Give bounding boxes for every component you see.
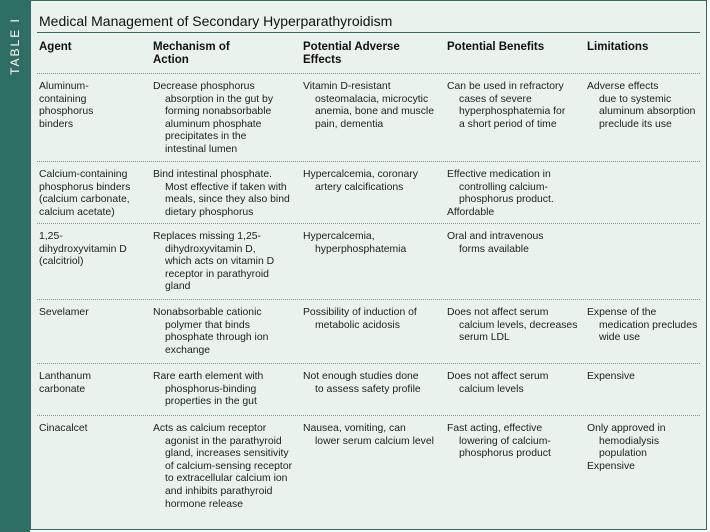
header-limitations bbox=[587, 41, 699, 54]
cell-line: controlling calcium- bbox=[459, 181, 548, 193]
cell-line: Nonabsorbable cationic bbox=[153, 307, 262, 318]
row-divider bbox=[37, 299, 700, 300]
cell-line: calcium levels, decreases bbox=[459, 319, 578, 331]
adverse-effects-cell bbox=[303, 81, 439, 131]
cell-line: (calcium carbonate, bbox=[39, 194, 130, 206]
cell-line: Does not affect serum bbox=[447, 371, 549, 382]
adverse-effects-cell bbox=[303, 169, 439, 194]
cell-line: pain, dementia bbox=[315, 118, 384, 130]
cell-line: polymer that binds bbox=[165, 319, 250, 331]
cell-line: Affordable bbox=[447, 206, 495, 218]
mechanism-cell bbox=[153, 169, 295, 219]
cell-line: medication precludes bbox=[599, 319, 698, 331]
cell-line: Acts as calcium receptor bbox=[153, 423, 267, 434]
cell-line: Most effective if taken with bbox=[165, 181, 287, 193]
agent-cell bbox=[39, 169, 139, 219]
cell-line: artery calcifications bbox=[315, 181, 404, 193]
cell-line: containing bbox=[39, 93, 87, 105]
agent-cell bbox=[39, 423, 139, 436]
agent-cell bbox=[39, 307, 139, 320]
cell-line: osteomalacia, microcytic bbox=[315, 93, 429, 105]
cell-line: forming nonabsorbable bbox=[165, 106, 272, 118]
cell-line: receptor in parathyroid bbox=[165, 268, 269, 280]
cell-line: aluminum phosphate bbox=[165, 118, 262, 130]
cell-line: precipitates in the bbox=[165, 131, 247, 143]
cell-line: Expense of the bbox=[587, 307, 657, 318]
cell-line: exchange bbox=[165, 344, 211, 356]
cell-line: phosphorus-binding bbox=[165, 383, 257, 395]
cell-line: Possibility of induction of bbox=[303, 307, 417, 318]
cell-line: hyperphosphatemia for bbox=[459, 106, 566, 118]
adverse-effects-cell bbox=[303, 307, 439, 332]
benefits-cell bbox=[447, 231, 575, 256]
cell-line: metabolic acidosis bbox=[315, 319, 400, 331]
header-line: Action bbox=[153, 54, 189, 66]
cell-line: Effective medication in bbox=[447, 169, 551, 180]
cell-line: Expensive bbox=[587, 460, 635, 472]
header-mechanism bbox=[153, 41, 295, 67]
cell-line: which acts on vitamin D bbox=[165, 256, 275, 268]
cell-line: carbonate bbox=[39, 383, 86, 395]
cell-line: Calcium-containing bbox=[39, 169, 128, 180]
cell-line: anemia, bone and muscle bbox=[315, 106, 434, 118]
cell-line: phosphorus product. bbox=[459, 194, 554, 206]
benefits-cell bbox=[447, 423, 575, 461]
row-divider bbox=[37, 363, 700, 364]
cell-line: agonist in the parathyroid bbox=[165, 435, 282, 447]
table-panel bbox=[30, 0, 707, 530]
agent-cell bbox=[39, 81, 139, 131]
header-line: Potential Adverse bbox=[303, 41, 400, 53]
cell-line: Vitamin D-resistant bbox=[303, 81, 391, 92]
limitations-cell bbox=[587, 371, 699, 384]
table-title: Medical Management of Secondary Hyperparathyroidism bbox=[39, 13, 393, 29]
cell-line: a short period of time bbox=[459, 118, 557, 130]
cell-line: Expensive bbox=[587, 371, 635, 382]
cell-line: calcium levels bbox=[459, 383, 524, 395]
cell-line: preclude its use bbox=[599, 118, 672, 130]
cell-line: intestinal lumen bbox=[165, 143, 238, 155]
cell-line: dihydroxyvitamin D bbox=[39, 243, 127, 255]
cell-line: Lanthanum bbox=[39, 371, 91, 382]
cell-line: and inhibits parathyroid bbox=[165, 485, 273, 497]
cell-line: Decrease phosphorus bbox=[153, 81, 255, 92]
header-line: Effects bbox=[303, 54, 342, 66]
cell-line: lower serum calcium level bbox=[315, 435, 434, 447]
mechanism-cell bbox=[153, 81, 295, 157]
table-label-tab bbox=[0, 0, 30, 532]
cell-line: of calcium-sensing receptor bbox=[165, 460, 293, 472]
cell-line: hyperphosphatemia bbox=[315, 243, 407, 255]
cell-line: to assess safety profile bbox=[315, 383, 421, 395]
header-line: Limitations bbox=[587, 41, 649, 53]
cell-line: Can be used in refractory bbox=[447, 81, 564, 92]
benefits-cell bbox=[447, 307, 578, 345]
header-line: Agent bbox=[39, 41, 72, 53]
cell-line: phosphate through ion bbox=[165, 332, 269, 344]
title-rule bbox=[37, 32, 700, 33]
cell-line: Hypercalcemia, bbox=[303, 231, 375, 242]
cell-line: 1,25- bbox=[39, 231, 63, 242]
benefits-cell bbox=[447, 81, 575, 131]
adverse-effects-cell bbox=[303, 231, 439, 256]
benefits-cell bbox=[447, 169, 575, 219]
table-label: TABLE I bbox=[8, 17, 22, 75]
cell-line: to extracellular calcium ion bbox=[165, 473, 288, 485]
mechanism-cell bbox=[153, 371, 295, 409]
cell-line: gland, increases sensitivity bbox=[165, 448, 289, 460]
cell-line: dietary phosphorus bbox=[165, 206, 254, 218]
cell-line: gland bbox=[165, 281, 191, 293]
cell-line: wide use bbox=[599, 332, 641, 344]
cell-line: Does not affect serum bbox=[447, 307, 549, 318]
cell-line: binders bbox=[39, 118, 74, 130]
adverse-effects-cell bbox=[303, 423, 439, 448]
row-divider bbox=[37, 73, 700, 74]
cell-line: meals, since they also bind bbox=[165, 194, 290, 206]
cell-line: Rare earth element with bbox=[153, 371, 264, 382]
mechanism-cell bbox=[153, 231, 295, 294]
adverse-effects-cell bbox=[303, 371, 439, 396]
cell-line: phosphorus product bbox=[459, 448, 551, 460]
limitations-cell bbox=[587, 307, 699, 345]
header-line: Potential Benefits bbox=[447, 41, 545, 53]
cell-line: dihydroxyvitamin D, bbox=[165, 243, 256, 255]
cell-line: hormone release bbox=[165, 498, 243, 510]
header-agent bbox=[39, 41, 139, 54]
header-benefits bbox=[447, 41, 575, 54]
cell-line: Sevelamer bbox=[39, 307, 89, 318]
cell-line: Adverse effects bbox=[587, 81, 659, 92]
cell-line: Hypercalcemia, coronary bbox=[303, 169, 418, 180]
cell-line: hemodialysis bbox=[599, 435, 660, 447]
cell-line: phosphorus binders bbox=[39, 181, 131, 193]
cell-line: lowering of calcium- bbox=[459, 435, 551, 447]
row-divider bbox=[37, 161, 700, 162]
cell-line: cases of severe bbox=[459, 93, 532, 105]
cell-line: Cinacalcet bbox=[39, 423, 88, 434]
cell-line: Fast acting, effective bbox=[447, 423, 543, 434]
cell-line: population bbox=[599, 448, 647, 460]
cell-line: phosphorus bbox=[39, 106, 94, 118]
benefits-cell bbox=[447, 371, 575, 396]
limitations-cell bbox=[587, 423, 699, 473]
cell-line: Nausea, vomiting, can bbox=[303, 423, 406, 434]
cell-line: aluminum absorption bbox=[599, 106, 696, 118]
agent-cell bbox=[39, 231, 139, 269]
cell-line: absorption in the gut by bbox=[165, 93, 274, 105]
mechanism-cell bbox=[153, 307, 295, 357]
cell-line: forms available bbox=[459, 243, 529, 255]
row-divider bbox=[37, 223, 700, 224]
limitations-cell bbox=[587, 81, 699, 131]
cell-line: (calcitriol) bbox=[39, 256, 84, 268]
cell-line: properties in the gut bbox=[165, 396, 257, 408]
row-divider bbox=[37, 415, 700, 416]
cell-line: calcium acetate) bbox=[39, 206, 115, 218]
cell-line: due to systemic bbox=[599, 93, 672, 105]
header-line: Mechanism of bbox=[153, 41, 230, 53]
mechanism-cell bbox=[153, 423, 295, 511]
agent-cell bbox=[39, 371, 139, 396]
cell-line: serum LDL bbox=[459, 332, 510, 344]
header-adverse-effects bbox=[303, 41, 439, 67]
cell-line: Aluminum- bbox=[39, 81, 89, 92]
cell-line: Bind intestinal phosphate. bbox=[153, 169, 273, 180]
cell-line: Only approved in bbox=[587, 423, 666, 434]
cell-line: Oral and intravenous bbox=[447, 231, 544, 242]
cell-line: Replaces missing 1,25- bbox=[153, 231, 261, 242]
cell-line: Not enough studies done bbox=[303, 371, 419, 382]
